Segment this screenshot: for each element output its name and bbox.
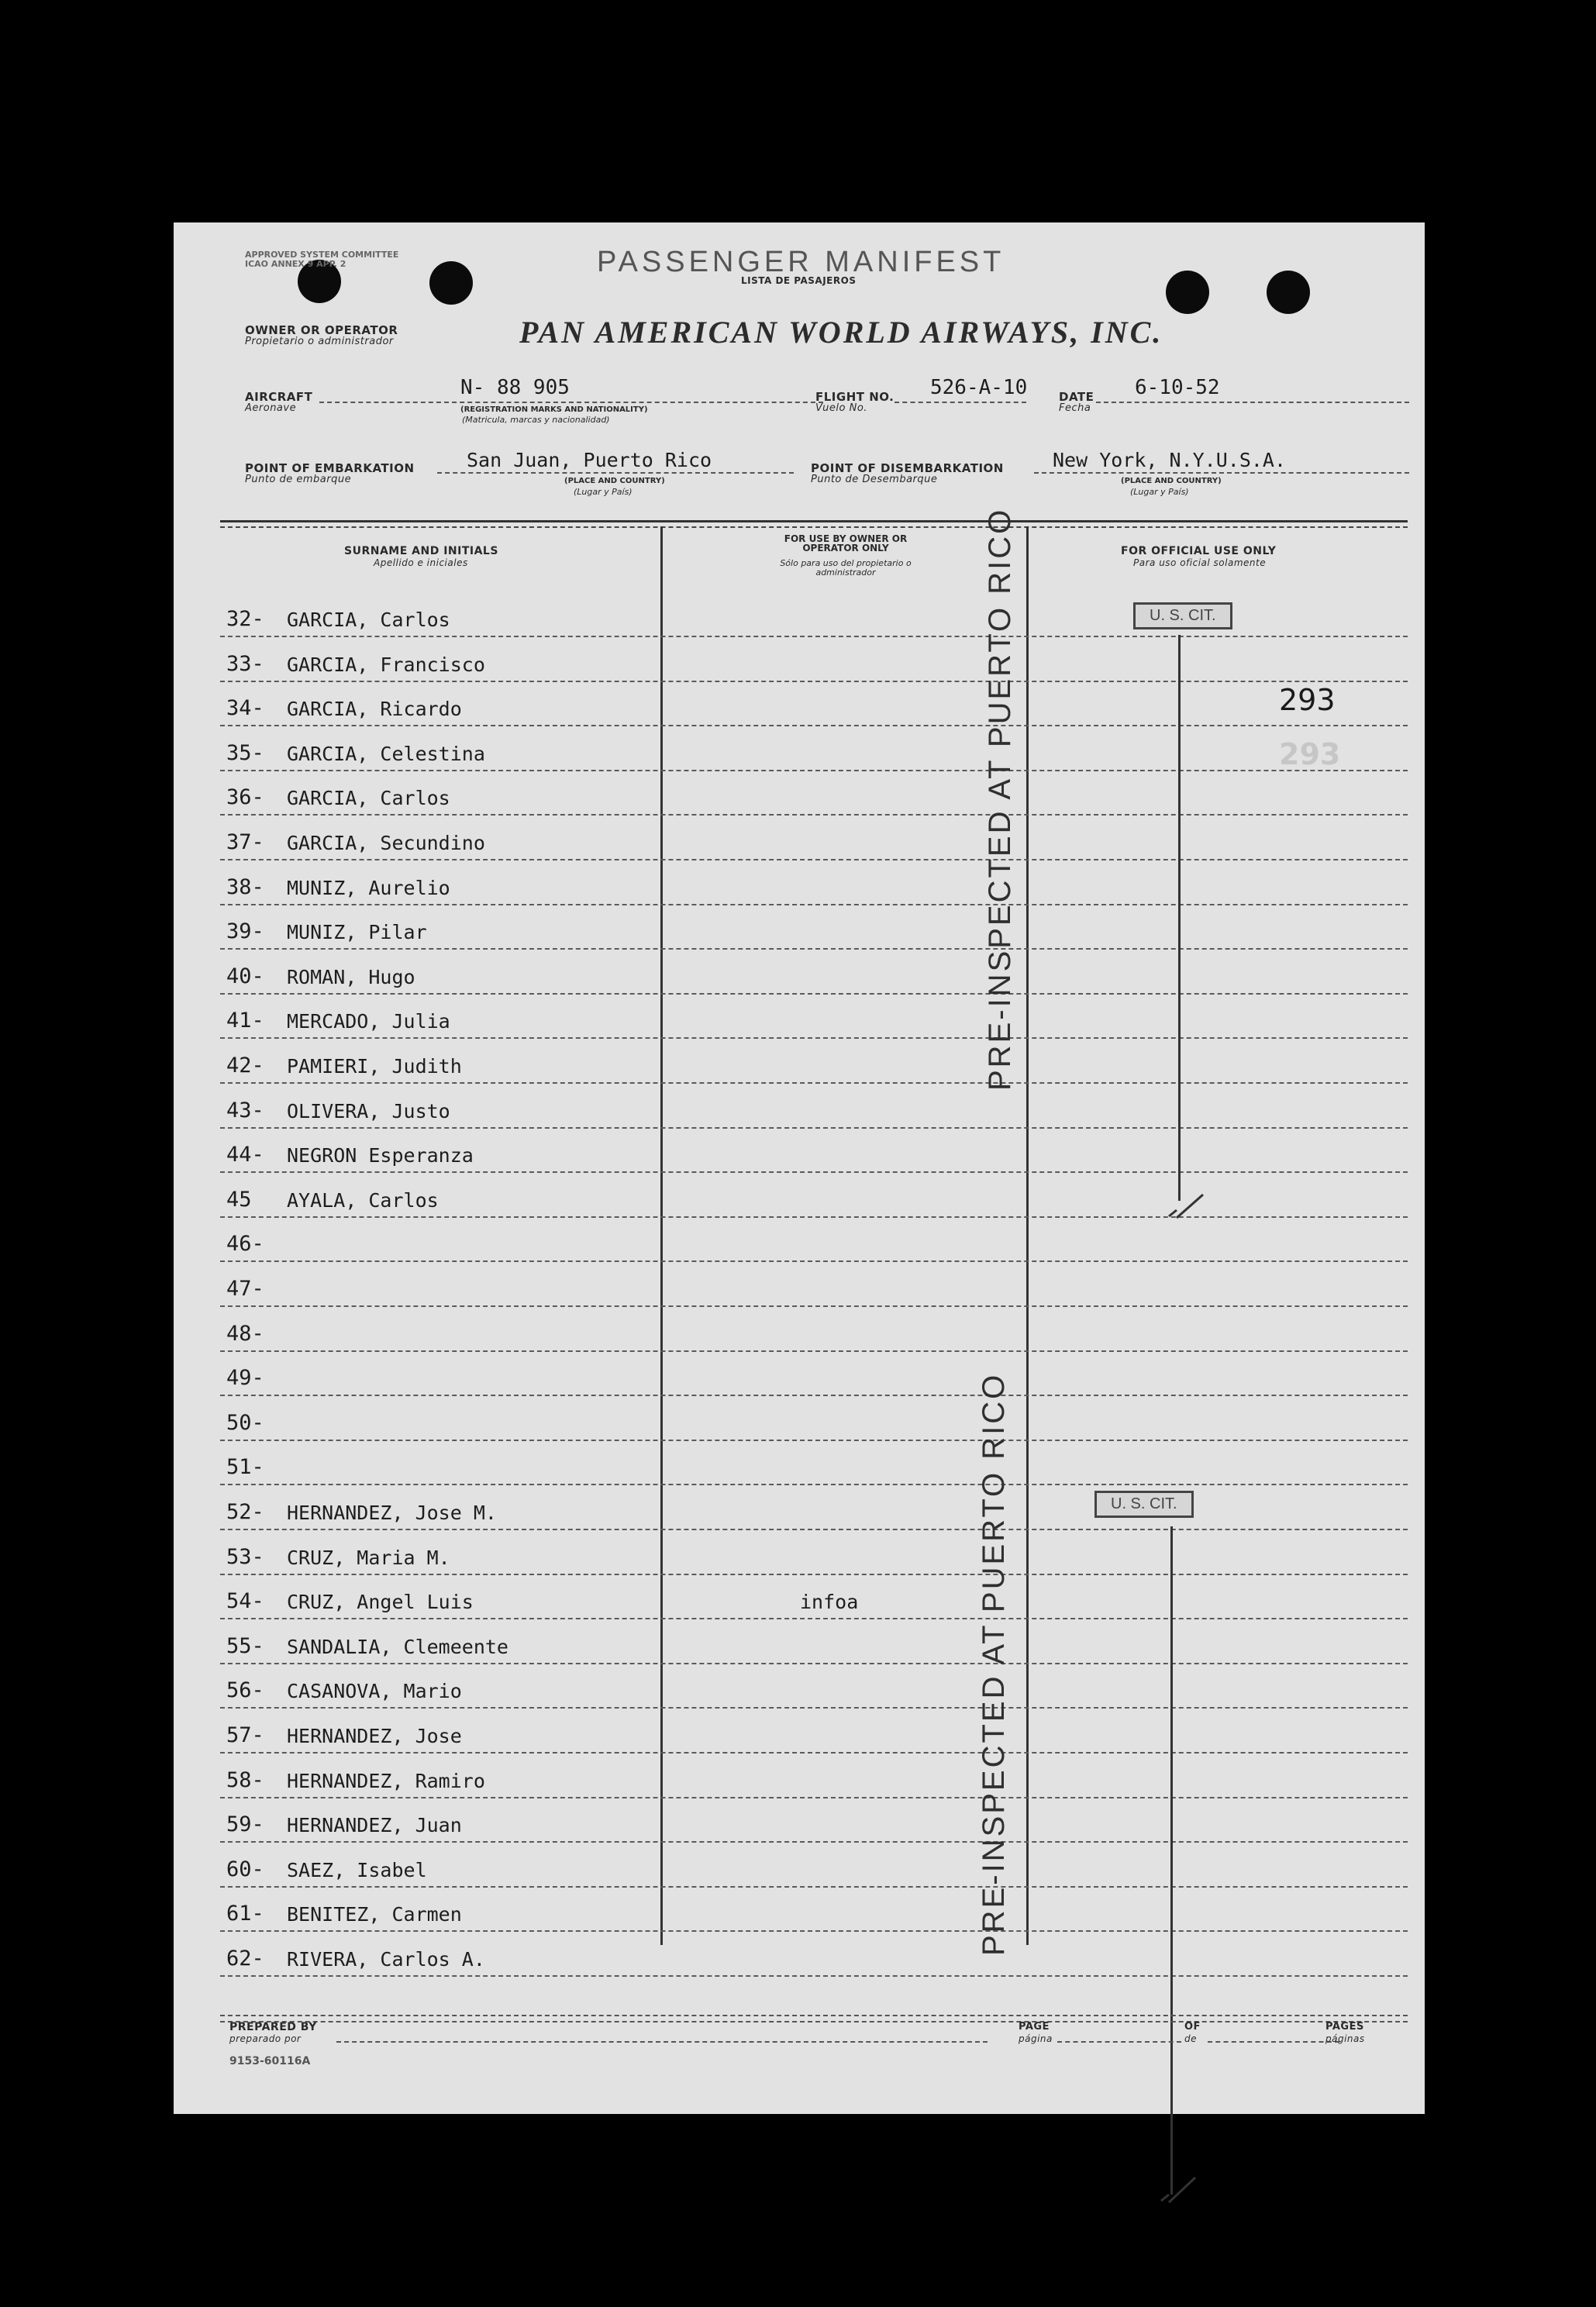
- disembark-label: POINT OF DISEMBARKATION: [811, 461, 1004, 475]
- pages-label: PAGES: [1325, 2021, 1364, 2033]
- col-header-owner: FOR USE BY OWNER OR OPERATOR ONLY: [784, 533, 908, 553]
- passenger-name: HERNANDEZ, Juan: [287, 1814, 462, 1837]
- row-number: 50-: [226, 1410, 264, 1435]
- passenger-name: ROMAN, Hugo: [287, 965, 415, 988]
- passenger-name: GARCIA, Secundino: [287, 832, 485, 854]
- punch-hole: [1267, 271, 1310, 314]
- owner-label: OWNER OR OPERATOR: [245, 323, 398, 337]
- passenger-name: CRUZ, Angel Luis: [287, 1591, 474, 1614]
- row-number: 35-: [226, 740, 264, 765]
- passenger-name: GARCIA, Ricardo: [287, 698, 462, 721]
- table-row: [220, 1888, 1408, 1932]
- aircraft-label-es: Aeronave: [245, 402, 297, 414]
- row-number: 48-: [226, 1321, 264, 1346]
- row-number: 57-: [226, 1723, 264, 1747]
- date-label-es: Fecha: [1059, 402, 1091, 414]
- row-number: 37-: [226, 830, 264, 854]
- table-row: [220, 1308, 1408, 1352]
- table-row: [220, 1575, 1408, 1619]
- row-number: 38-: [226, 874, 264, 899]
- us-cit-stamp-lower: U. S. CIT.: [1094, 1491, 1194, 1518]
- table-row: [220, 1754, 1408, 1798]
- aircraft-value: N- 88 905: [460, 376, 570, 399]
- preinspected-stamp-upper: PRE-INSPECTED AT PUERTO RICO: [983, 507, 1017, 1091]
- row-number: 36-: [226, 785, 264, 810]
- passenger-name: OLIVERA, Justo: [287, 1099, 450, 1122]
- registration-caption-es: (Matricula, marcas y nacionalidad): [462, 415, 610, 425]
- passenger-name: SAEZ, Isabel: [287, 1858, 427, 1881]
- table-row: [220, 1933, 1408, 1977]
- page-title: PASSENGER MANIFEST: [597, 246, 1005, 278]
- row-number: 52-: [226, 1500, 264, 1524]
- passenger-name: GARCIA, Carlos: [287, 787, 450, 810]
- row-number: 45: [226, 1187, 252, 1212]
- row-number: 46-: [226, 1232, 264, 1257]
- disembark-caption: (PLACE AND COUNTRY): [1121, 477, 1222, 485]
- date-label: DATE: [1059, 390, 1094, 404]
- disembark-caption-es: (Lugar y País): [1130, 487, 1189, 497]
- passenger-name: PAMIERI, Judith: [287, 1055, 462, 1078]
- row-number: 44-: [226, 1143, 264, 1167]
- owner-label-es: Propietario o administrador: [245, 336, 394, 347]
- prepared-label: PREPARED BY: [229, 2021, 317, 2033]
- aircraft-label: AIRCRAFT: [245, 390, 313, 404]
- col-header-official: FOR OFFICIAL USE ONLY: [1121, 545, 1277, 557]
- passenger-name: GARCIA, Carlos: [287, 609, 450, 631]
- row-number: 34-: [226, 696, 264, 721]
- embark-caption: (PLACE AND COUNTRY): [564, 477, 665, 485]
- handwritten-count: 293: [1279, 683, 1336, 717]
- row-number: 43-: [226, 1098, 264, 1122]
- row-number: 60-: [226, 1857, 264, 1881]
- table-row: [220, 638, 1408, 682]
- date-value: 6-10-52: [1135, 376, 1220, 399]
- table-row: [220, 1843, 1408, 1888]
- page-label: PAGE: [1019, 2021, 1050, 2033]
- punch-hole: [429, 261, 473, 305]
- registration-caption: (REGISTRATION MARKS AND NATIONALITY): [460, 405, 648, 414]
- passenger-name: MUNIZ, Pilar: [287, 921, 427, 944]
- page-label-es: página: [1019, 2033, 1053, 2044]
- table-row: [220, 1620, 1408, 1664]
- passenger-name: GARCIA, Celestina: [287, 742, 485, 765]
- table-row: [220, 995, 1408, 1039]
- row-number: 40-: [226, 964, 264, 988]
- of-label-es: de: [1184, 2033, 1197, 2044]
- passenger-name: HERNANDEZ, Jose: [287, 1725, 462, 1747]
- passenger-name: CASANOVA, Mario: [287, 1680, 462, 1703]
- passenger-name: RIVERA, Carlos A.: [287, 1948, 485, 1971]
- table-row: [220, 1129, 1408, 1173]
- row-number: 55-: [226, 1633, 264, 1658]
- table-row: [220, 1709, 1408, 1754]
- airline-name: PAN AMERICAN WORLD AIRWAYS, INC.: [519, 315, 1163, 350]
- table-row: [220, 1352, 1408, 1396]
- table-row: [220, 905, 1408, 950]
- table-row: [220, 816, 1408, 860]
- passenger-name: MUNIZ, Aurelio: [287, 876, 450, 899]
- passenger-name: CRUZ, Maria M.: [287, 1546, 450, 1569]
- manifest-sheet: [174, 222, 1425, 2114]
- row-number: 32-: [226, 607, 264, 631]
- row-number: 56-: [226, 1678, 264, 1703]
- row-number: 33-: [226, 651, 264, 676]
- row-number: 41-: [226, 1009, 264, 1033]
- check-mark-upper: [1167, 1193, 1206, 1219]
- table-row: [220, 950, 1408, 995]
- row-number: 58-: [226, 1767, 264, 1792]
- flight-label: FLIGHT NO.: [815, 390, 895, 404]
- preinspected-stamp-lower: PRE-INSPECTED AT PUERTO RICO: [977, 1372, 1011, 1956]
- passenger-name: BENITEZ, Carmen: [287, 1903, 462, 1926]
- col-header-name-es: Apellido e iniciales: [374, 557, 468, 568]
- row-number: 42-: [226, 1053, 264, 1078]
- passenger-name: MERCADO, Julia: [287, 1010, 450, 1033]
- us-cit-stamp-upper: U. S. CIT.: [1133, 602, 1232, 629]
- passenger-name: GARCIA, Francisco: [287, 653, 485, 676]
- embark-label: POINT OF EMBARKATION: [245, 461, 415, 475]
- embark-value: San Juan, Puerto Rico: [467, 449, 712, 471]
- approval-note: APPROVED SYSTEM COMMITTEE ICAO ANNEX 9 APP. 2: [245, 250, 399, 269]
- disembark-label-es: Punto de Desembarque: [811, 474, 938, 485]
- flight-value: 526-A-10: [930, 376, 1028, 399]
- row-number: 62-: [226, 1947, 264, 1971]
- row-number: 61-: [226, 1902, 264, 1926]
- flight-label-es: Vuelo No.: [815, 402, 867, 414]
- check-mark-lower: [1160, 2176, 1198, 2204]
- embark-caption-es: (Lugar y País): [574, 487, 633, 497]
- row-number: 51-: [226, 1455, 264, 1480]
- table-row: [220, 1218, 1408, 1262]
- table-row: [220, 682, 1408, 726]
- embark-label-es: Punto de embarque: [245, 474, 352, 485]
- table-row: [220, 771, 1408, 816]
- row-number: 53-: [226, 1544, 264, 1569]
- table-row: [220, 1174, 1408, 1218]
- disembark-value: New York, N.Y.U.S.A.: [1053, 449, 1287, 471]
- col-header-official-es: Para uso oficial solamente: [1133, 557, 1267, 568]
- table-row: [220, 1664, 1408, 1709]
- col-header-name: SURNAME AND INITIALS: [344, 545, 498, 557]
- of-label: OF: [1184, 2021, 1201, 2033]
- page-subtitle: LISTA DE PASAJEROS: [741, 275, 857, 286]
- table-row: [220, 1040, 1408, 1084]
- owner-note: infoa: [800, 1591, 859, 1614]
- table-row: [220, 727, 1408, 771]
- row-number: 49-: [226, 1366, 264, 1391]
- table-row: [220, 861, 1408, 905]
- punch-hole: [1166, 271, 1209, 314]
- row-number: 59-: [226, 1812, 264, 1837]
- passenger-name: HERNANDEZ, Ramiro: [287, 1769, 485, 1792]
- table-row: [220, 1085, 1408, 1129]
- table-row: [220, 1531, 1408, 1575]
- table-row: [220, 1486, 1408, 1530]
- prepared-label-es: preparado por: [229, 2033, 302, 2044]
- table-row: [220, 1397, 1408, 1441]
- table-row: [220, 1441, 1408, 1485]
- passenger-name: SANDALIA, Clemeente: [287, 1635, 508, 1658]
- table-row: [220, 1798, 1408, 1843]
- form-number: 9153-60116A: [229, 2055, 311, 2067]
- passenger-name: AYALA, Carlos: [287, 1188, 439, 1212]
- row-number: 47-: [226, 1277, 264, 1301]
- row-number: 39-: [226, 919, 264, 944]
- passenger-name: HERNANDEZ, Jose M.: [287, 1502, 497, 1524]
- pages-label-es: páginas: [1325, 2033, 1365, 2044]
- passenger-name: NEGRON Esperanza: [287, 1144, 474, 1167]
- row-number: 54-: [226, 1589, 264, 1614]
- table-row: [220, 1263, 1408, 1307]
- col-header-owner-es: Sólo para uso del propietario o administrador: [780, 558, 912, 578]
- handwritten-count-faded: 293: [1279, 737, 1341, 771]
